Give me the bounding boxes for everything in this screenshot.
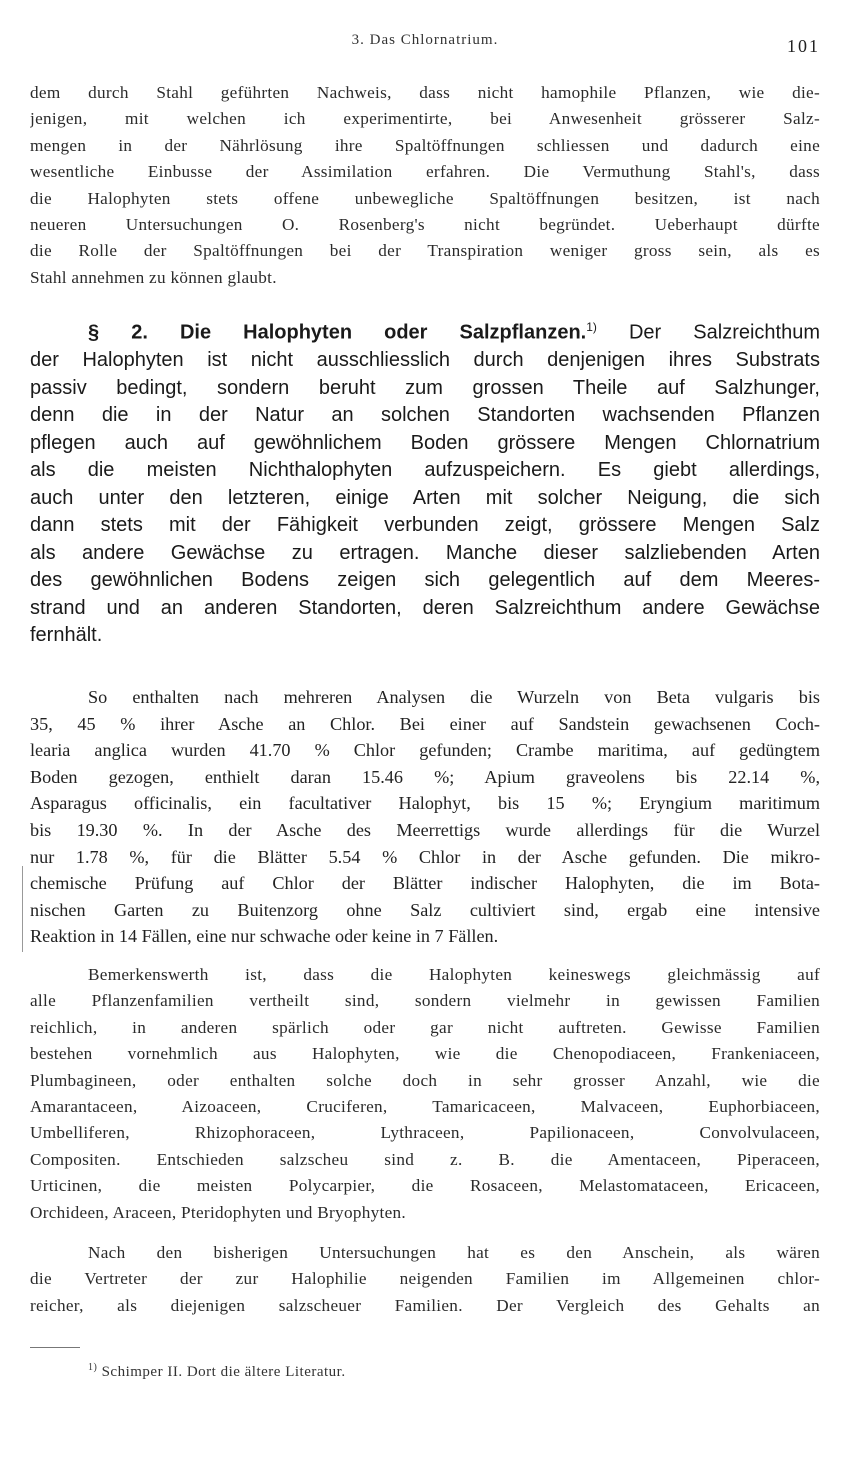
text-line: neueren Untersuchungen O. Rosenberg's nicht begründet. Ueberhaupt dürfte [30,215,820,235]
text-line: Urticinen, die meisten Polycarpier, die Rosaceen, Melastomataceen, Ericaceen, [30,1176,820,1196]
footnote-text: Schimper II. Dort die ältere Literatur. [97,1364,346,1380]
text-line: reicher, als diejenigen salzscheuer Familien. Der Vergleich des Gehalts an [30,1295,820,1315]
text-line: alle Pflanzenfamilien vertheilt sind, sondern vielmehr in gewissen Familien [30,991,820,1011]
margin-mark [22,866,23,952]
text-line: dem durch Stahl geführten Nachweis, dass nicht hamophile Pflanzen, wie die- [30,83,820,102]
text-line: nur 1.78 %, für die Blätter 5.54 % Chlor in der Asche gefunden. Die mikro- [30,846,820,867]
paragraph-5 [30,1240,820,1319]
page-number: 101 [787,36,820,56]
paragraph-3 [30,684,820,950]
text-line: Plumbagineen, oder enthalten solche doch in sehr grosser Anzahl, wie die [30,1070,820,1090]
text-line: dann stets mit der Fähigkeit verbunden zeigt, grössere Mengen Salz [30,514,820,537]
text-line: pflegen auch auf gewöhnlichem Boden grössere Mengen Chlornatrium [30,431,820,454]
text-line: die Vertreter der zur Halophilie neigenden Familien im Allgemeinen chlor- [30,1269,820,1289]
paragraph-1 [30,80,820,291]
text-line: Nach den bisherigen Untersuchungen hat es den Anschein, als wären [88,1243,820,1262]
footnote-reference: 1) [586,320,597,334]
text-line: Asparagus officinalis, ein facultativer Halophyt, bis 15 %; Eryngium maritimum [30,793,820,814]
text-line: Stahl annehmen zu können glaubt. [30,267,277,287]
page-header [30,32,820,56]
text-line: des gewöhnlichen Bodens zeigen sich gelegentlich auf dem Meeres- [30,569,820,592]
text-line: die Halophyten stets offene unbewegliche Spaltöffnungen besitzen, ist nach [30,188,820,208]
text-line: Amarantaceen, Aizoaceen, Cruciferen, Tamaricaceen, Malvaceen, Euphorbiaceen, [30,1097,820,1117]
text-line: 35, 45 % ihrer Asche an Chlor. Bei einer auf Sandstein gewachsenen Coch- [30,713,820,734]
text-line: die Rolle der Spaltöffnungen bei der Transpiration weniger gross sein, als es [30,241,820,261]
text-line: als die meisten Nichthalophyten aufzuspeichern. Es giebt allerdings, [30,459,820,482]
text-line: bis 19.30 %. In der Asche des Meerrettigs wurde allerdings für die Wurzel [30,819,820,840]
footnote-marker: 1) [88,1362,98,1373]
text-line: chemische Prüfung auf Chlor der Blätter indischer Halophyten, die im Bota- [30,873,820,894]
text-line: bestehen vornehmlich aus Halophyten, wie die Chenopodiaceen, Frankeniaceen, [30,1044,820,1064]
text-line: Orchideen, Araceen, Pteridophyten und Bryophyten. [30,1202,407,1222]
section-2 [30,314,820,650]
text-line: nischen Garten zu Buitenzorg ohne Salz cultiviert sind, ergab eine intensive [30,899,820,920]
section-heading-line [30,314,820,347]
text-line: der Halophyten ist nicht ausschliesslich durch denjenigen ihres Substrats [30,349,820,372]
text-line: Bemerkenswerth ist, dass die Halophyten keineswegs gleichmässig auf [88,965,820,984]
text-line: So enthalten nach mehreren Analysen die Wurzeln von Beta vulgaris bis [88,687,820,707]
section-heading-continuation: Der Salzreichthum [596,321,820,344]
text-line: Compositen. Entschieden salzscheu sind z. B. die Amentaceen, Piperaceen, [30,1149,820,1169]
footnote-rule [30,1347,80,1348]
running-head: 3. Das Chlornatrium. [351,32,499,48]
text-line: als andere Gewächse zu ertragen. Manche dieser salzliebenden Arten [30,541,820,564]
text-line: auch unter den letzteren, einige Arten mit solcher Neigung, die sich [30,486,820,509]
text-line: wesentliche Einbusse der Assimilation erfahren. Die Vermuthung Stahl's, dass [30,162,820,182]
text-line: learia anglica wurden 41.70 % Chlor gefunden; Crambe maritima, auf gedüngtem [30,740,820,761]
text-line: Umbelliferen, Rhizophoraceen, Lythraceen, Papilionaceen, Convolvulaceen, [30,1123,820,1143]
footnote [88,1362,346,1381]
text-line: Reaktion in 14 Fällen, eine nur schwache oder keine in 7 Fällen. [30,926,499,947]
text-line: mengen in der Nährlösung ihre Spaltöffnungen schliessen und dadurch eine [30,135,820,155]
text-line: fernhält. [30,624,103,647]
paragraph-4 [30,962,820,1226]
text-line: Boden gezogen, enthielt daran 15.46 %; Apium graveolens bis 22.14 %, [30,766,820,787]
text-line: denn die in der Natur an solchen Standorten wachsenden Pflanzen [30,404,820,427]
text-line: reichlich, in anderen spärlich oder gar nicht auftreten. Gewisse Familien [30,1017,820,1037]
text-line: jenigen, mit welchen ich experimentirte, bei Anwesenheit grösserer Salz- [30,109,820,129]
text-line: strand und an anderen Standorten, deren Salzreichthum andere Gewächse [30,596,820,619]
section-heading: § 2. Die Halophyten oder Salzpflanzen. [88,321,587,344]
text-line: passiv bedingt, sondern beruht zum grossen Theile auf Salzhunger, [30,376,820,399]
